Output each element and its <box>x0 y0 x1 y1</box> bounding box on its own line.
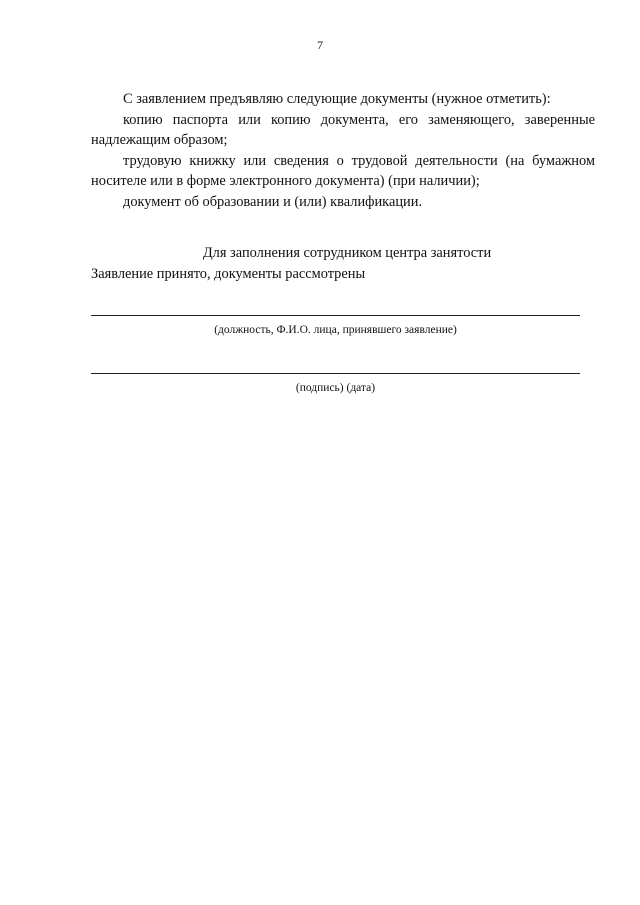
position-name-caption: (должность, Ф.И.О. лица, принявшего заявление) <box>214 324 457 336</box>
signature-date-caption: (подпись) (дата) <box>295 382 376 394</box>
document-item-passport: копию паспорта или копию документа, его заменяющего, заверенные надлежащим образом; <box>91 111 595 148</box>
staff-section-heading: Для заполнения сотрудником центра занятости <box>202 245 492 261</box>
document-item-work-record: трудовую книжку или сведения о трудовой деятельности (на бумажном носителе или в форме электронного документа) (при наличии); <box>91 152 595 189</box>
signature-date-line <box>91 373 580 374</box>
page-number: 7 <box>317 38 323 52</box>
documents-list <box>91 89 595 212</box>
document-item-education: документ об образовании и (или) квалификации. <box>123 193 423 210</box>
application-accepted-text: Заявление принято, документы рассмотрены <box>91 266 366 282</box>
position-name-line <box>91 315 580 316</box>
documents-intro: С заявлением предъявляю следующие документы (нужное отметить): <box>123 91 551 107</box>
